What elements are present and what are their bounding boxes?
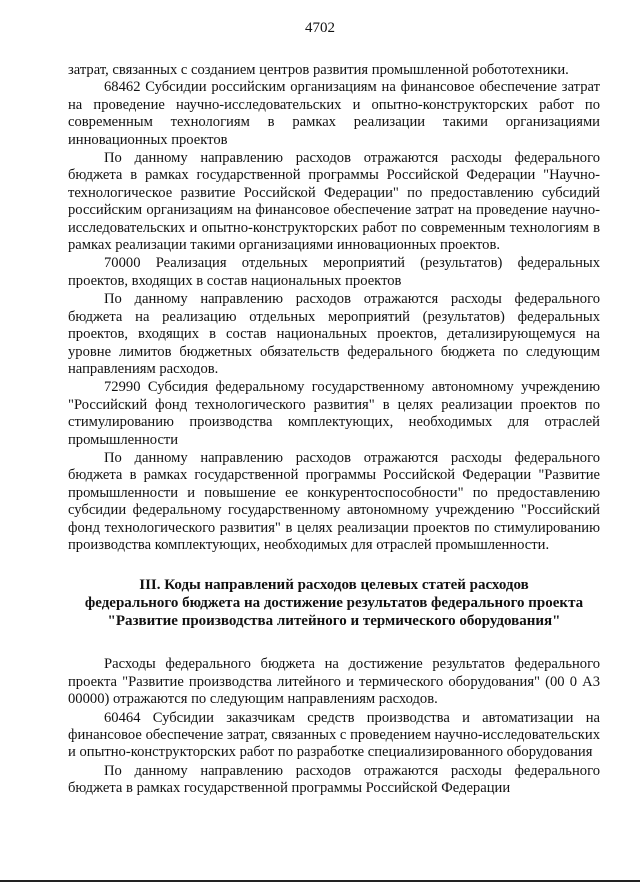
document-body bbox=[68, 62, 600, 798]
section-heading-line: федерального бюджета на достижение результатов федерального проекта bbox=[84, 595, 584, 612]
section-heading-line: "Развитие производства литейного и термического оборудования" bbox=[107, 613, 561, 630]
paragraph: 60464 Субсидии заказчикам средств производства и автоматизации на финансовое обеспечение затрат, связанных с проведением научно-исследовательских и опытно-конструкторских работ по разработке специализированного оборудования bbox=[68, 709, 600, 761]
paragraph: Расходы федерального бюджета на достижение результатов федерального проекта "Развитие производства литейного и термического оборудования" (00 0 А3 00000) отражаются по следующим направлениям расходов. bbox=[68, 656, 600, 708]
paragraph: 68462 Субсидии российским организациям на финансовое обеспечение затрат на проведение научно-исследовательских и опытно-конструкторских работ по современным технологиям в рамках реализации такими организациями инновационных проектов bbox=[68, 79, 600, 148]
paragraph: По данному направлению расходов отражаются расходы федерального бюджета в рамках государственной программы Российской Федерации "Развитие промышленности и повышение ее конкурентоспособности" по предоставлению субсидии федеральному государственному автономному учреждению "Российский фонд технологического развития" в целях реализации проектов по стимулированию производства комплектующих, необходимых для отраслей промышленности. bbox=[68, 449, 600, 553]
paragraph: По данному направлению расходов отражаются расходы федерального бюджета в рамках государственной программы Российской Федерации "Научно-технологическое развитие Российской Федерации" по предоставлению субсидий российским организациям на финансовое обеспечение затрат на проведение научно-исследовательских и опытно-конструкторских работ по современным технологиям в рамках реализации такими организациями инновационных проектов. bbox=[68, 150, 600, 254]
section-heading bbox=[68, 576, 600, 630]
paragraph: 72990 Субсидия федеральному государственному автономному учреждению "Российский фонд технологического развития" в целях реализации проектов по стимулированию производства комплектующих, необходимых для отраслей промышленности bbox=[68, 379, 600, 448]
paragraph: 70000 Реализация отдельных мероприятий (результатов) федеральных проектов, входящих в состав национальных проектов bbox=[68, 255, 600, 289]
paragraph: По данному направлению расходов отражаются расходы федерального бюджета в рамках государственной программы Российской Федерации bbox=[68, 762, 600, 797]
page-number: 4702 bbox=[305, 20, 335, 36]
section-heading-line: III. Коды направлений расходов целевых статей расходов bbox=[139, 577, 529, 594]
paragraph: затрат, связанных с созданием центров развития промышленной робототехники. bbox=[68, 62, 569, 78]
scan-edge-line bbox=[0, 880, 640, 882]
paragraph: По данному направлению расходов отражаются расходы федерального бюджета на реализацию отдельных мероприятий (результатов) федеральных проектов, входящих в состав национальных проектов, детализирующемуся на уровне лимитов бюджетных обязательств федерального бюджета по следующим направлениям расходов. bbox=[68, 291, 600, 377]
